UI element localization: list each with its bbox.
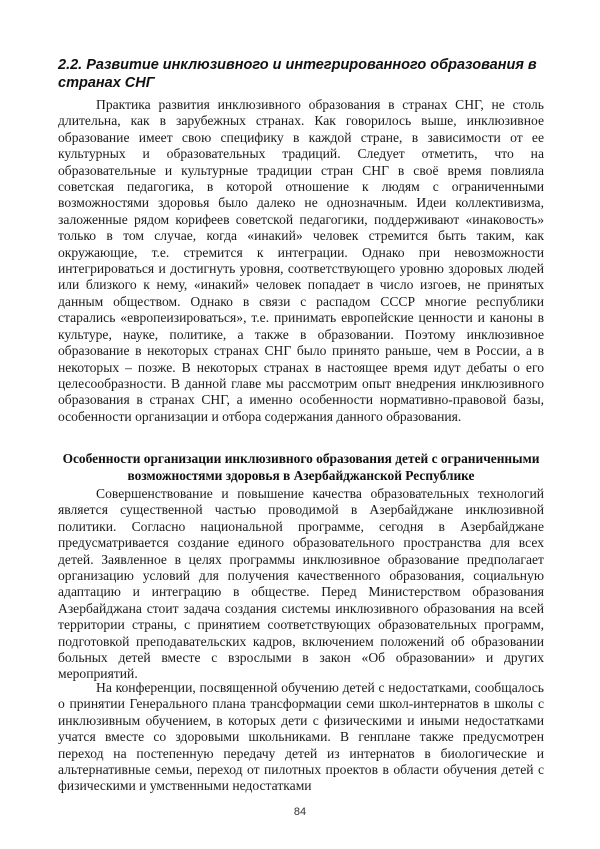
intro-paragraph: Практика развития инклюзивного образования в странах СНГ, не столь длительна, как в зарубежных странах. Как говорилось выше, инклюзивное образование имеет свою специфику в каждой стране, в зависимости от ее культурных и образовательных традиций. Следует отметить, что на образовательные и культурные традиции стран СНГ в своё время повлияла советская педагогика, в которой отношение к людям с ограниченными возможностями здоровья было далеко не однозначным. Идеи коллективизма, заложенные рядом корифеев советской педагогики, поддерживают «инаковость» только в том случае, когда «инакий» человек стремится быть таким, как окружающие, т.е. стремится к интеграции. Однако при невозможности интегрироваться и достигнуть уровня, соответствующего уровню здоровых людей или близкого к нему, «инакий» человек попадает в число изгоев, не принятых данным обществом. Однако в связи с распадом СССР многие республики старались «европеизироваться», т.е. принимать европейские ценности и каноны в культуре, науке, политике, а также в образовании. Поэтому инклюзивное образование в некоторых странах СНГ было принято раньше, чем в России, а в некоторых – позже. В некоторых странах в настоящее время идут дебаты о его целесообразности. В данной главе мы рассмотрим опыт внедрения инклюзивного образования в странах СНГ, а именно особенности нормативно-правовой базы, особенности организации и отбора содержания данного образования.	[58, 97, 544, 424]
subsection-heading: Особенности организации инклюзивного образования детей с ограниченными возможностями здоровья в Азербайджанской Республике	[62, 451, 540, 483]
azerbaijan-paragraph-1: Совершенствование и повышение качества образовательных технологий является существенной частью проводимой в Азербайджане инклюзивной политики. Согласно национальной программе, сегодня в Азербайджане предусматривается создание единого образовательного пространства для всех детей. Заявленное в целях программы инклюзивное образование предполагает организацию условий для получения качественного образования, социальную адаптацию и интеграцию в обществе. Перед Министерством образования Азербайджана стоит задача создания системы инклюзивного образования на всей территории страны, с принятием соответствующих образовательных программ, подготовкой преподавательских кадров, включением положений об образовании больных детей вместе с взрослыми в закон «Об образовании» и других мероприятий.	[58, 486, 544, 682]
section-heading: 2.2. Развитие инклюзивного и интегрированного образования в странах СНГ	[58, 57, 537, 91]
page-number: 84	[293, 806, 307, 818]
azerbaijan-paragraph-2: На конференции, посвященной обучению детей с недостатками, сообщалось о принятии Генерального плана трансформации семи школ-интернатов в школы с инклюзивным обучением, в которых дети с физическими и иными недостатками учатся вместе со здоровыми школьниками. В генплане также предусмотрен переход на постепенную передачу детей из интернатов в биологические и альтернативные семьи, переход от пилотных проектов в области обучения детей с физическими и умственными недостатками	[58, 680, 544, 794]
